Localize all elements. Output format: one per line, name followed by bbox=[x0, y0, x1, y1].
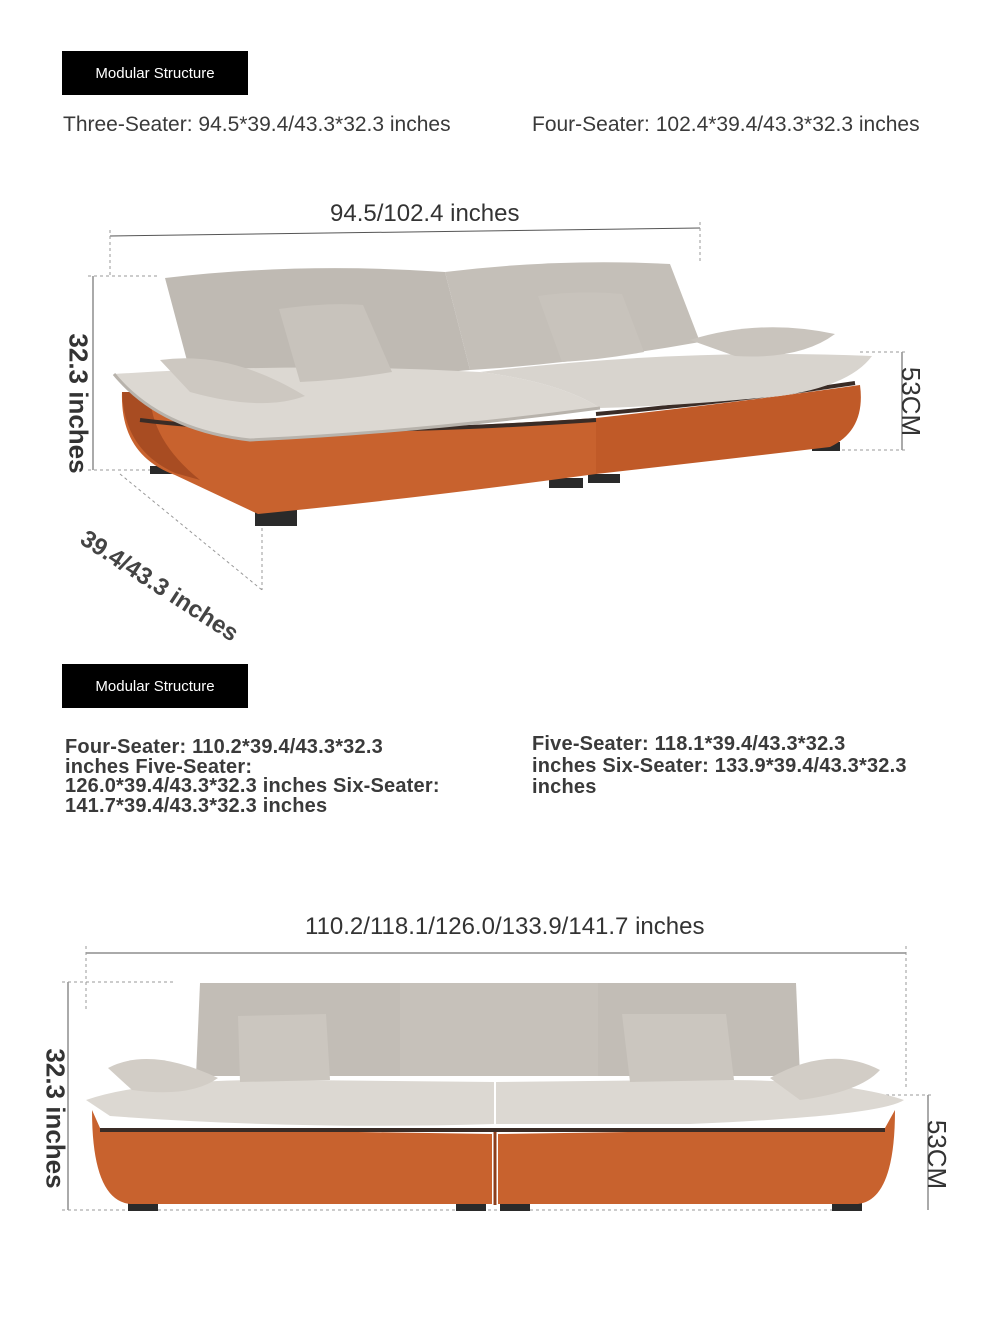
sofa-base-left bbox=[92, 1110, 492, 1204]
spec-three-seater: Three-Seater: 94.5*39.4/43.3*32.3 inches bbox=[63, 113, 451, 136]
spec-list-right: Five-Seater: 118.1*39.4/43.3*32.3 inches Six-Seater: 133.9*39.4/43.3*32.3 inches bbox=[532, 733, 907, 798]
sofa-illustration-top bbox=[0, 0, 990, 640]
width-dimension-label: 110.2/118.1/126.0/133.9/141.7 inches bbox=[305, 913, 705, 940]
spec-list-left: Four-Seater: 110.2*39.4/43.3*32.3 inches Five-Seater: 126.0*39.4/43.3*32.3 inches Six-Seater: 141.7*39.4/43.3*32.3 inches bbox=[65, 736, 440, 817]
section-tag: Modular Structure bbox=[62, 51, 248, 95]
depth-dimension-label: 39.4/43.3 inches bbox=[75, 525, 244, 648]
seat-height-label: 53CM bbox=[896, 366, 927, 437]
height-dimension-label: 32.3 inches bbox=[63, 333, 94, 474]
spec-four-seater: Four-Seater: 102.4*39.4/43.3*32.3 inches bbox=[532, 113, 920, 136]
sofa-base-right bbox=[498, 1110, 895, 1204]
height-dimension-label: 32.3 inches bbox=[40, 1048, 71, 1189]
section-tag: Modular Structure bbox=[62, 664, 248, 708]
sofa-leg bbox=[588, 474, 620, 483]
seat-height-label: 53CM bbox=[922, 1119, 953, 1190]
width-dimension-label: 94.5/102.4 inches bbox=[330, 200, 520, 227]
